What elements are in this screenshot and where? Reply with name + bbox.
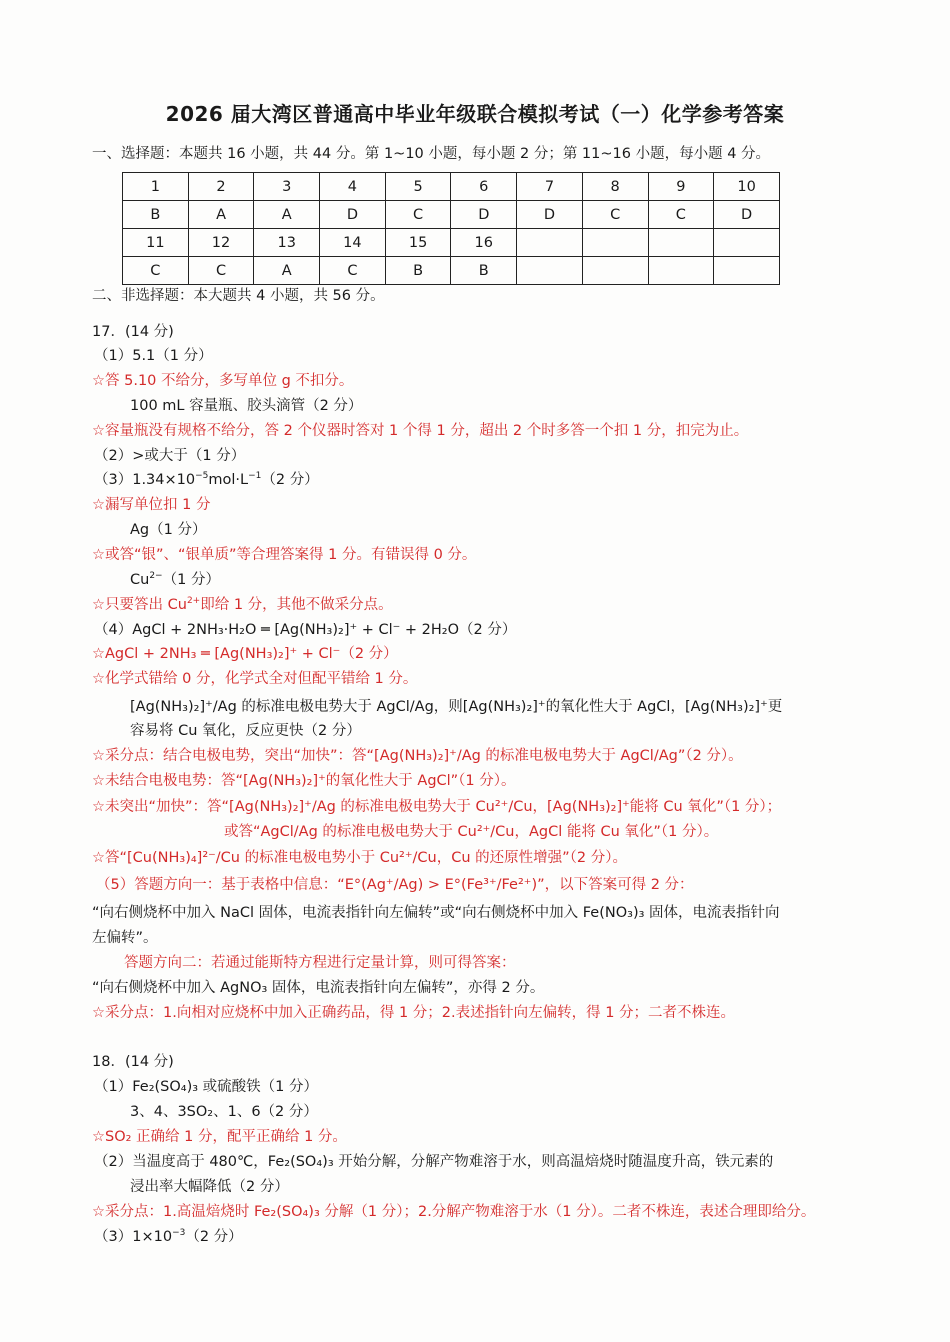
table-cell: 3 [254, 173, 320, 201]
table-cell: B [451, 257, 517, 285]
table-cell: 4 [320, 173, 386, 201]
table-cell: 5 [385, 173, 451, 201]
q17-3e-note: ☆只要答出 $Cu^{2+}$即给 1 分，其他不做采分点。 [92, 596, 393, 613]
table-cell: 16 [451, 229, 517, 257]
q17-4e-note: ☆未突出“加快”：答“[Ag(NH₃)₂]⁺/Ag 的标准电极电势大于 Cu²⁺/Cu，[Ag(NH₃)₂]⁺能将 Cu 氧化”（1 分）； [92, 799, 782, 815]
table-cell: C [385, 201, 451, 229]
table-cell: 13 [254, 229, 320, 257]
table-cell: C [123, 257, 189, 285]
table-cell: 8 [582, 173, 648, 201]
table-cell: A [188, 201, 254, 229]
table-row-question-numbers [123, 229, 780, 257]
section-2-heading: 二、非选择题：本大题共 4 小题，共 56 分。 [92, 288, 385, 304]
table-row-answers [123, 201, 780, 229]
table-cell: 14 [320, 229, 386, 257]
table-cell: 10 [714, 173, 780, 201]
table-row-question-numbers [123, 173, 780, 201]
q17-3-note: ☆漏写单位扣 1 分 [92, 497, 211, 513]
table-cell: 2 [188, 173, 254, 201]
q18-heading: 18．(14 分) [92, 1054, 174, 1070]
q18-1-answer: （1）Fe₂(SO₄)₃ 或硫酸铁（1 分） [94, 1079, 319, 1095]
table-cell [517, 229, 583, 257]
table-cell [714, 257, 780, 285]
q17-1-answer: （1）5.1（1 分） [94, 348, 213, 364]
q17-2-answer: （2）>或大于（1 分） [94, 448, 246, 464]
table-cell [582, 229, 648, 257]
q18-2-note: ☆采分点：1.高温焙烧时 Fe₂(SO₄)₃ 分解（1 分）；2.分解产物难溶于水（1 分）。二者不株连，表述合理即给分。 [92, 1204, 816, 1220]
q18-1b-answer: 3、4、3SO₂、1、6（2 分） [130, 1104, 318, 1120]
table-cell: D [517, 201, 583, 229]
q17-4c-answer-line1: [Ag(NH₃)₂]⁺/Ag 的标准电极电势大于 AgCl/Ag，则[Ag(NH₃)₂]⁺的氧化性大于 AgCl，[Ag(NH₃)₂]⁺更 [130, 699, 783, 715]
q17-4-answer: （4）AgCl + 2NH₃·H₂O ═ [Ag(NH₃)₂]⁺ + Cl⁻ + 2H₂O（2 分） [94, 622, 517, 638]
table-cell: A [254, 201, 320, 229]
table-cell: D [714, 201, 780, 229]
q17-5-answer-line1: “向右侧烧杯中加入 NaCl 固体，电流表指针向左偏转”或“向右侧烧杯中加入 Fe(NO₃)₃ 固体，电流表指针向 [92, 905, 780, 921]
answer-table [122, 172, 780, 285]
table-cell: B [123, 201, 189, 229]
table-cell: D [320, 201, 386, 229]
q17-heading: 17．(14 分) [92, 324, 174, 340]
q17-4g-note: ☆答“[Cu(NH₃)₄]²⁻/Cu 的标准电极电势小于 Cu²⁺/Cu，Cu 的还原性增强”（2 分）。 [92, 850, 627, 866]
table-cell: 7 [517, 173, 583, 201]
section-1-heading: 一、选择题：本题共 16 小题，共 44 分。第 1~10 小题，每小题 2 分；第 11~16 小题，每小题 4 分。 [92, 146, 771, 162]
table-cell [714, 229, 780, 257]
table-cell [517, 257, 583, 285]
table-cell [648, 257, 714, 285]
table-cell: D [451, 201, 517, 229]
q17-3d-answer: Ag（1 分） [130, 522, 207, 538]
table-cell: 6 [451, 173, 517, 201]
table-cell: 12 [188, 229, 254, 257]
q17-4f-note: 或答“AgCl/Ag 的标准电极电势大于 Cu²⁺/Cu，AgCl 能将 Cu 氧化”（1 分）。 [224, 824, 719, 840]
q17-1b-note: ☆容量瓶没有规格不给分，答 2 个仪器时答对 1 个得 1 分，超出 2 个时多答一个扣 1 分，扣完为止。 [92, 423, 749, 439]
q17-3e-answer: $Cu^{2-}(1$ 分） [130, 571, 220, 588]
table-row-answers [123, 257, 780, 285]
table-cell [582, 257, 648, 285]
q17-5c-note: ☆采分点：1.向相对应烧杯中加入正确药品，得 1 分；2.表述指针向左偏转，得 1 分；二者不株连。 [92, 1005, 736, 1021]
q17-4c-note: ☆采分点：结合电极电势，突出“加快”：答“[Ag(NH₃)₂]⁺/Ag 的标准电极电势大于 AgCl/Ag”（2 分）。 [92, 748, 743, 764]
q17-4d-note: ☆未结合电极电势：答“[Ag(NH₃)₂]⁺的氧化性大于 AgCl”（1 分）。 [92, 773, 516, 789]
q17-3d-note: ☆或答“银”、“银单质”等合理答案得 1 分。有错误得 0 分。 [92, 547, 477, 563]
table-cell: C [320, 257, 386, 285]
q18-2-answer-line2: 浸出率大幅降低（2 分） [130, 1179, 289, 1195]
table-cell: 15 [385, 229, 451, 257]
q17-5c-answer: “向右侧烧杯中加入 AgNO₃ 固体，电流表指针向左偏转”，亦得 2 分。 [92, 980, 545, 996]
table-cell: 9 [648, 173, 714, 201]
table-cell: C [582, 201, 648, 229]
q17-5b-note: 答题方向二：若通过能斯特方程进行定量计算，则可得答案： [124, 955, 516, 971]
q18-3-answer: $(3)1\times 10^{-3}(2$ 分） [94, 1228, 243, 1245]
q17-1-note: ☆答 5.10 不给分，多写单位 g 不扣分。 [92, 373, 354, 389]
table-cell: 11 [123, 229, 189, 257]
q17-5-answer-line2: 左偏转”。 [92, 930, 158, 946]
table-cell: C [648, 201, 714, 229]
table-cell: A [254, 257, 320, 285]
page-title: 2026 届大湾区普通高中毕业年级联合模拟考试（一）化学参考答案 [165, 102, 785, 126]
q17-4b-note: ☆化学式错给 0 分，化学式全对但配平错给 1 分。 [92, 671, 418, 687]
q17-1b-answer: 100 mL 容量瓶、胶头滴管（2 分） [130, 398, 363, 414]
q17-5-note: （5）答题方向一：基于表格中信息：“E°(Ag⁺/Ag) > E°(Fe³⁺/Fe²⁺)”，以下答案可得 2 分： [96, 877, 694, 893]
q18-2-answer-line1: （2）当温度高于 480℃，Fe₂(SO₄)₃ 开始分解，分解产物难溶于水，则高温焙烧时随温度升高，铁元素的 [94, 1154, 774, 1170]
table-cell [648, 229, 714, 257]
q17-3-answer: $(3)1.34\times 10^{-5}mol\cdot L^{-1}(2$ 分） [94, 471, 319, 488]
q17-4-note: ☆AgCl + 2NH₃ ═ [Ag(NH₃)₂]⁺ + Cl⁻（2 分） [92, 646, 398, 662]
q17-4c-answer-line2: 容易将 Cu 氧化，反应更快（2 分） [130, 723, 361, 739]
table-cell: C [188, 257, 254, 285]
q18-1-note: ☆SO₂ 正确给 1 分，配平正确给 1 分。 [92, 1129, 347, 1145]
table-cell: B [385, 257, 451, 285]
table-cell: 1 [123, 173, 189, 201]
